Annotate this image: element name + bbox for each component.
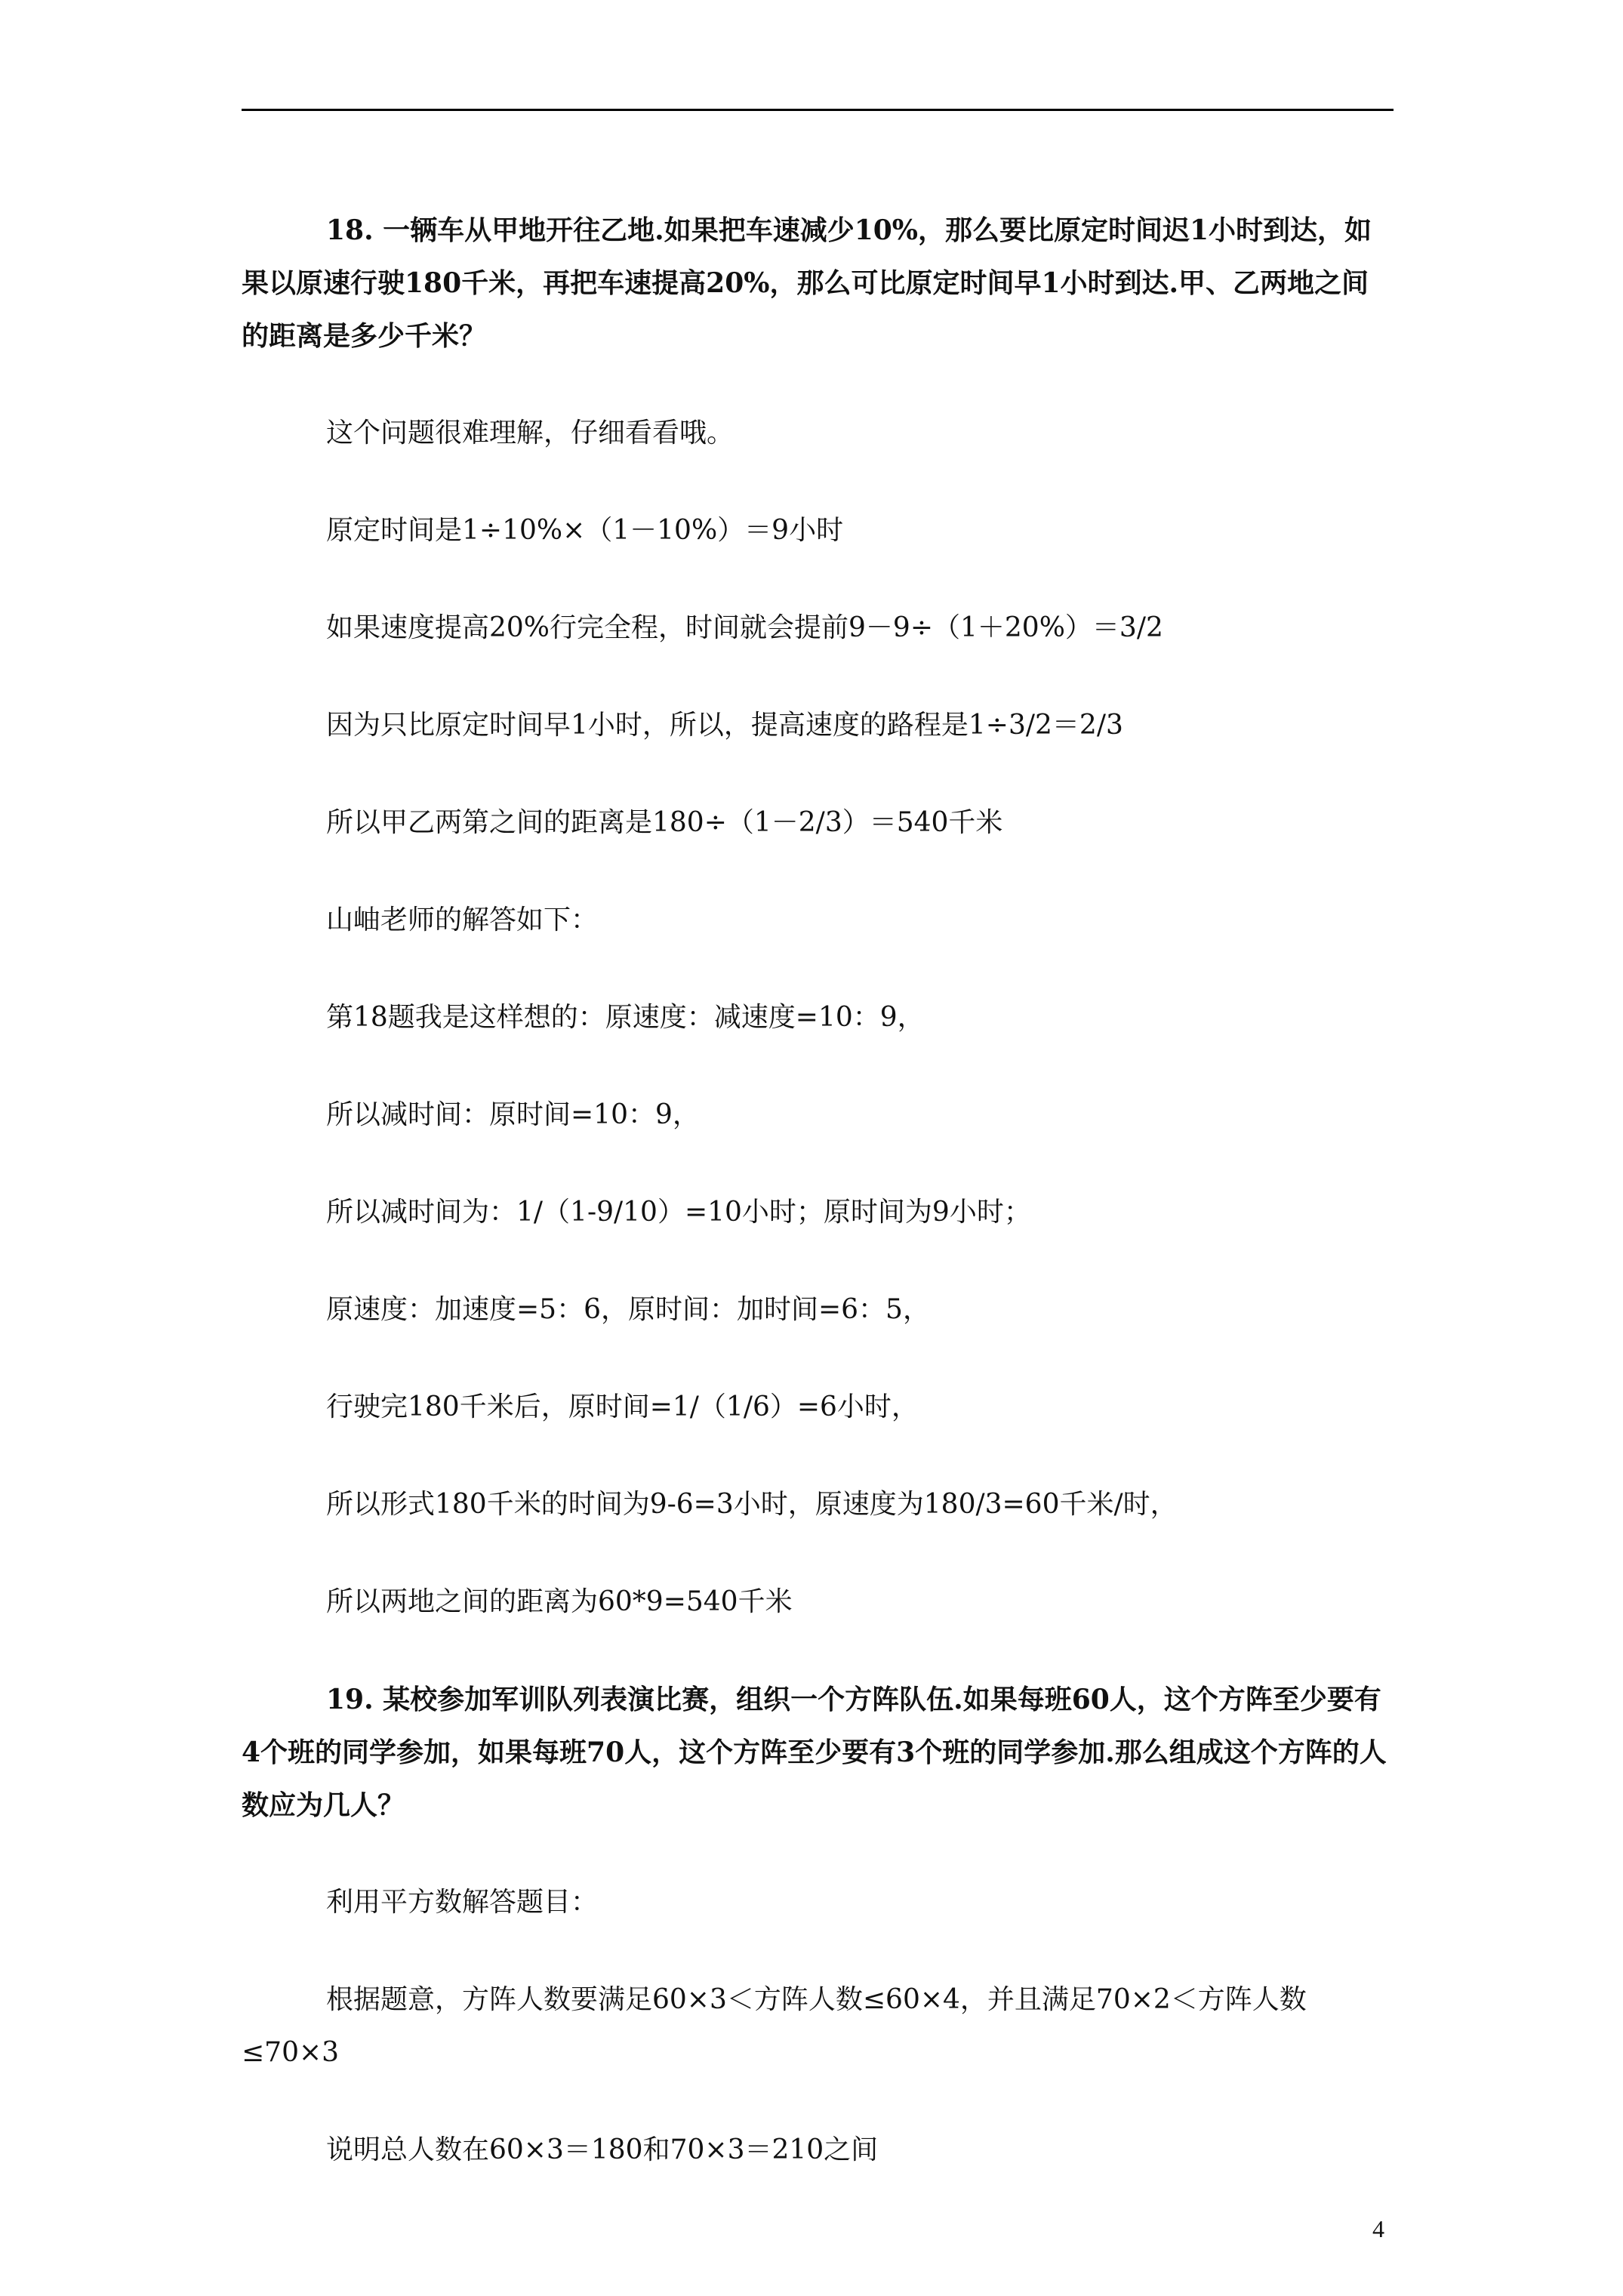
paragraph-2: 原定时间是1÷10%×（1－10%）＝9小时 xyxy=(326,515,844,546)
paragraph-3: 如果速度提高20%行完全程，时间就会提前9－9÷（1＋20%）＝3/2 xyxy=(326,612,1163,643)
paragraph-10: 原速度：加速度=5：6，原时间：加时间=6：5， xyxy=(326,1294,930,1325)
paragraph-15: 利用平方数解答题目： xyxy=(326,1887,599,1918)
paragraph-8: 所以减时间：原时间=10：9， xyxy=(326,1099,700,1130)
page-number: 4 xyxy=(1372,2215,1384,2242)
paragraph-4: 因为只比原定时间早1小时，所以，提高速度的路程是1÷3/2＝2/3 xyxy=(326,710,1123,741)
paragraph-13: 所以两地之间的距离为60*9=540千米 xyxy=(326,1586,793,1617)
paragraph-5: 所以甲乙两第之间的距离是180÷（1－2/3）＝540千米 xyxy=(326,807,1003,838)
question-18: 18. 一辆车从甲地开往乙地.如果把车速减少10%，那么要比原定时间迟1小时到达，如果以原速行驶180千米，再把车速提高20%，那么可比原定时间早1小时到达.甲、乙两地之间的距离是多少千米？ xyxy=(242,214,1372,352)
paragraph-16: 根据题意，方阵人数要满足60×3＜方阵人数≤60×4，并且满足70×2＜方阵人数≤70×3 xyxy=(242,1984,1307,2068)
header-rule xyxy=(242,109,1394,111)
paragraph-9: 所以减时间为：1/（1-9/10）=10小时；原时间为9小时； xyxy=(326,1197,1031,1228)
document-body xyxy=(242,204,1394,2221)
paragraph-6: 山岫老师的解答如下： xyxy=(326,905,599,935)
paragraph-17: 说明总人数在60×3＝180和70×3＝210之间 xyxy=(326,2134,879,2165)
paragraph-12: 所以形式180千米的时间为9-6=3小时，原速度为180/3=60千米/时， xyxy=(326,1489,1178,1520)
paragraph-7: 第18题我是这样想的：原速度：减速度=10：9， xyxy=(326,1002,925,1033)
paragraph-11: 行驶完180千米后，原时间=1/（1/6）=6小时， xyxy=(326,1391,919,1422)
question-19: 19. 某校参加军训队列表演比赛，组织一个方阵队伍.如果每班60人，这个方阵至少要有4个班的同学参加，如果每班70人，这个方阵至少要有3个班的同学参加.那么组成这个方阵的人数应为几人？ xyxy=(242,1684,1387,1821)
paragraph-1: 这个问题很难理解，仔细看看哦。 xyxy=(326,418,735,448)
